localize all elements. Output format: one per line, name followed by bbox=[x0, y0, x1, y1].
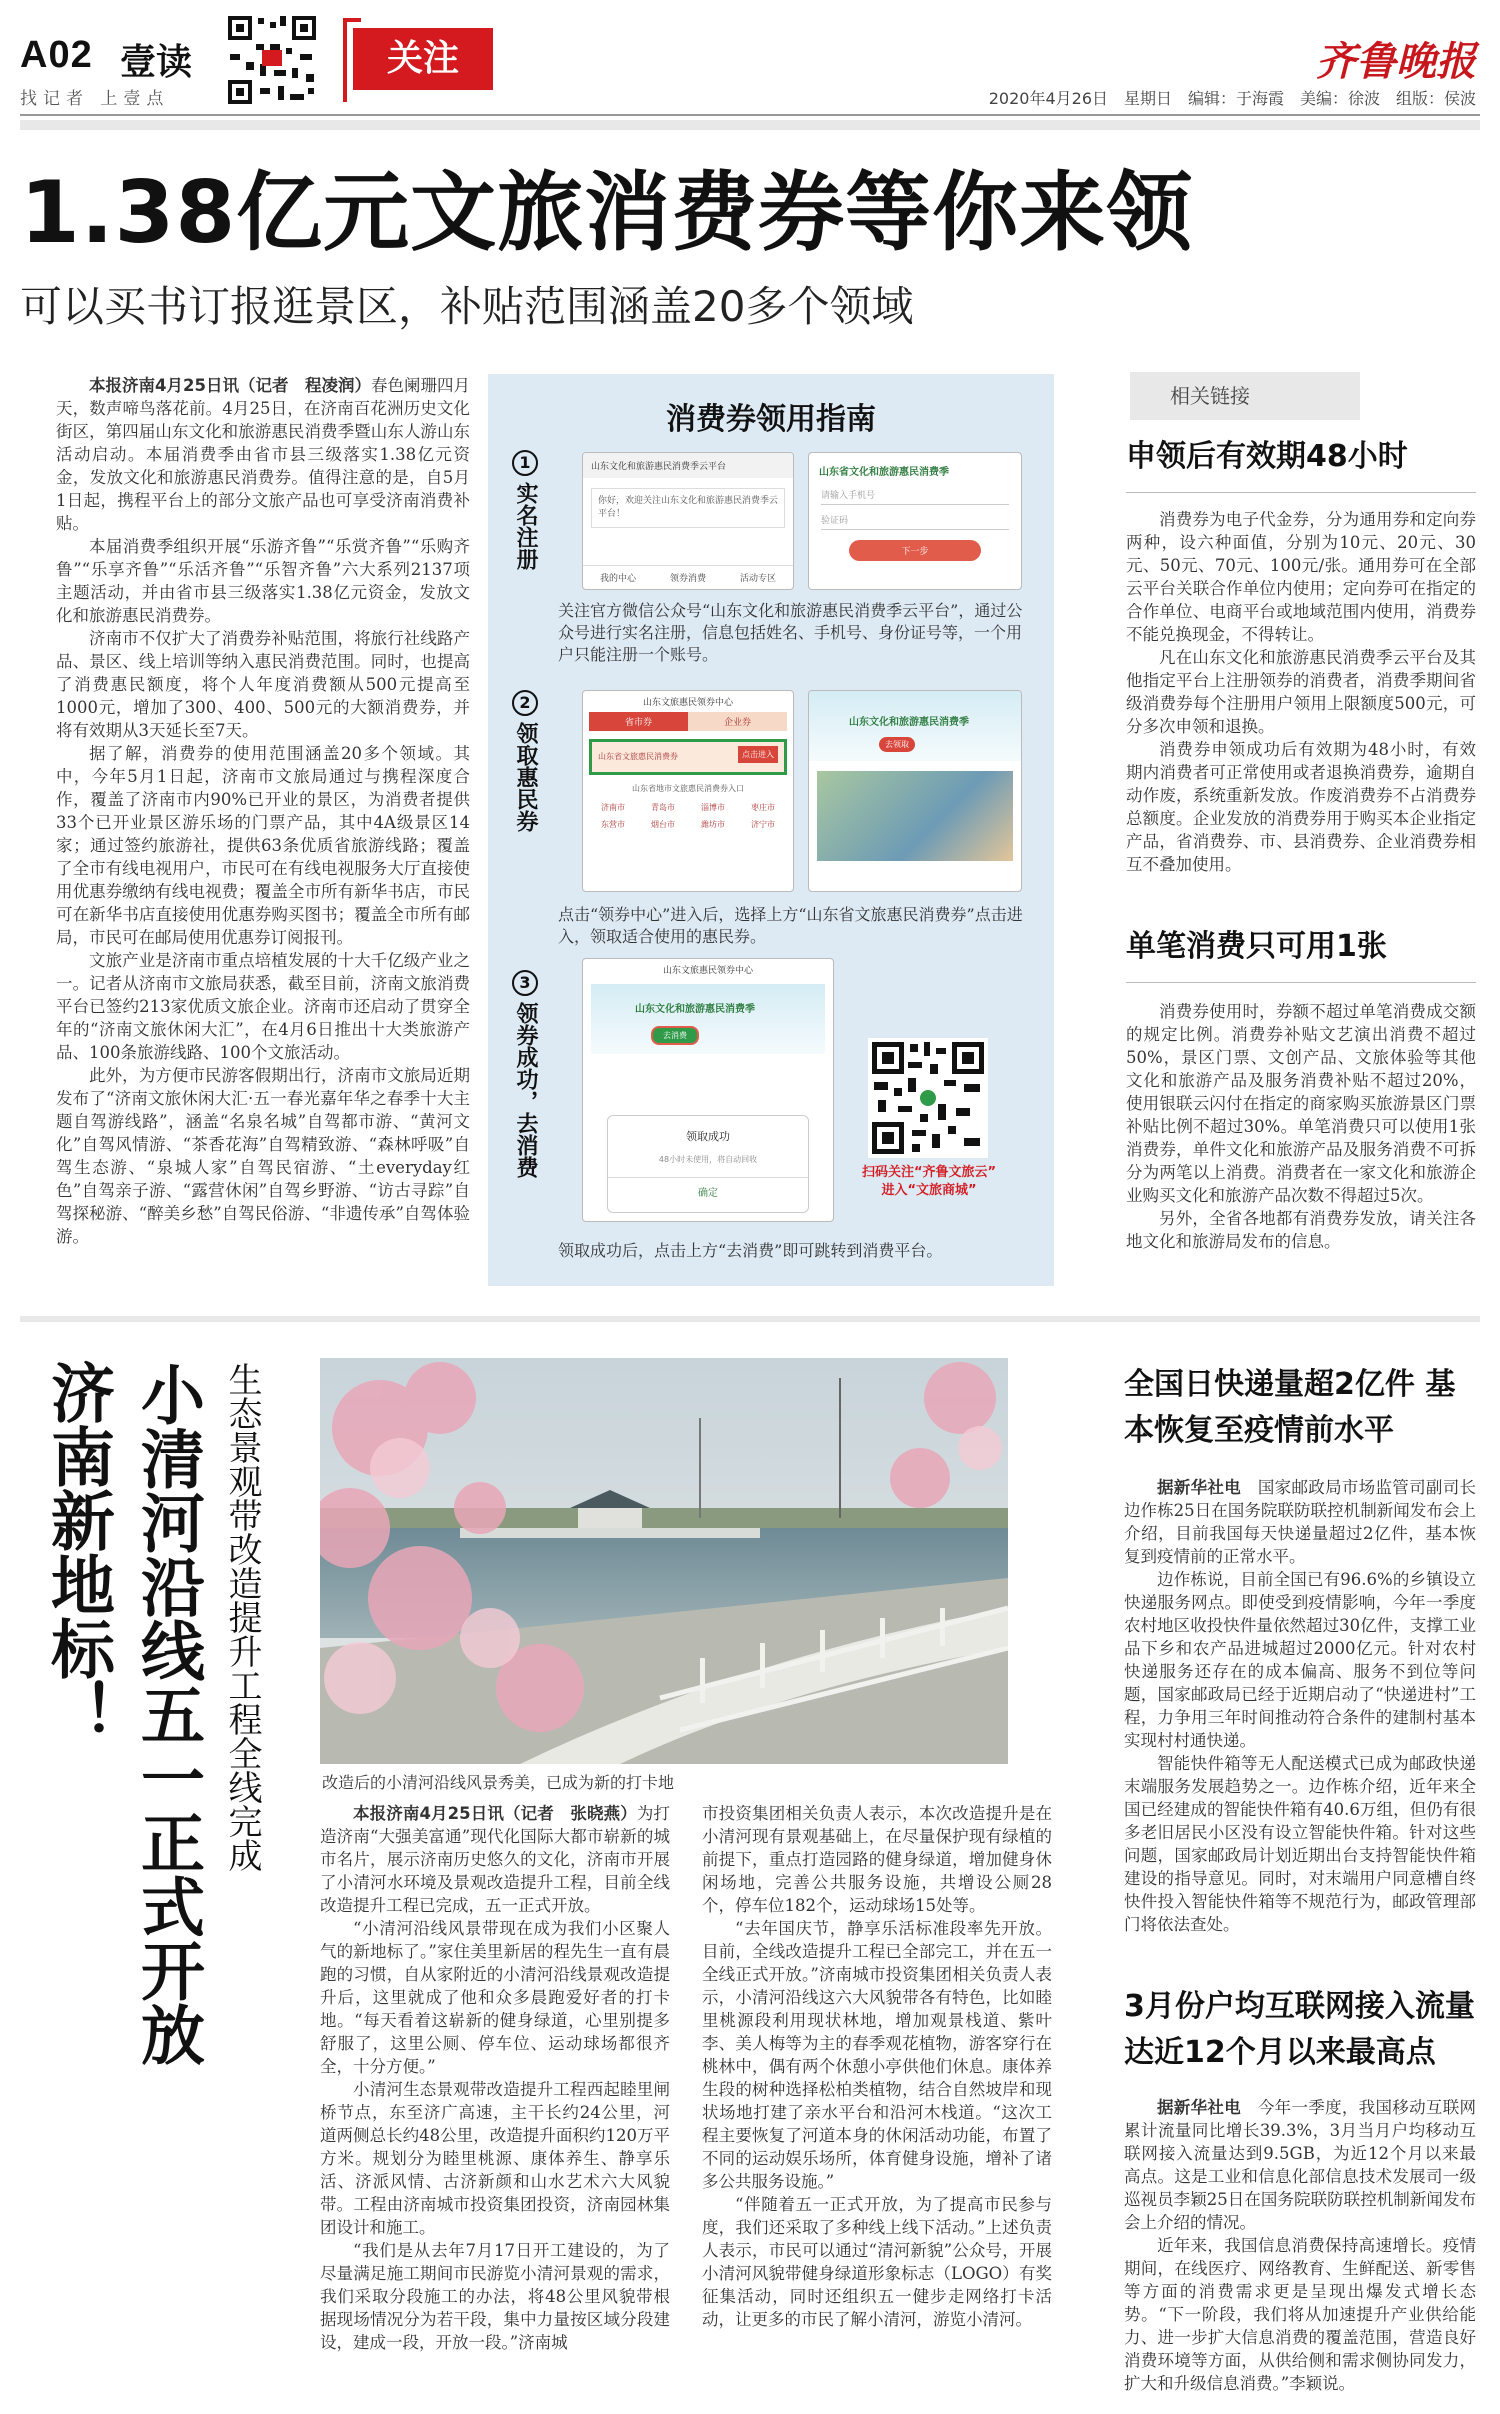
header-rule bbox=[20, 114, 1480, 116]
guide-qr-code bbox=[868, 1038, 988, 1158]
article1-byline: 本报济南4月25日讯（记者 程凌润） bbox=[89, 376, 371, 395]
article2-byline: 本报济南4月25日讯（记者 张晓燕） bbox=[353, 1804, 637, 1823]
screen-coupon-list: 山东文化和旅游惠民消费季 去领取 bbox=[808, 690, 1022, 892]
article1-paragraph: 本届消费季组织开展“乐游齐鲁”“乐赏齐鲁”“乐购齐鲁”“乐享齐鲁”“乐活齐鲁”“乐智齐鲁”六大系列2137项主题活动，并由省市县三级落实1.38亿元资金，发放文化和旅游惠民消费券。 bbox=[56, 537, 470, 625]
screen-claim-success: 山东文旅惠民领券中心 山东文化和旅游惠民消费季 去消费 领取成功 48小时未使用，将自动回收 确定 bbox=[582, 958, 834, 1222]
column-tag-label: 关注 bbox=[353, 28, 493, 90]
article1-body bbox=[56, 374, 470, 1288]
article2-title: 小清河沿线五一正式开放 bbox=[130, 1362, 204, 2066]
sidebar2-item1-body: 据新华社电 国家邮政局市场监管司副司长边作栋25日在国务院联防联控机制新闻发布会上介绍，目前我国每天快递量超过2亿件，基本恢复到疫情前的正常水平。 边作栋说，目前全国已有96.6%的乡镇设立快递服务网点。即使受到疫情影响，今年一季度农村地区收投快件量依然超过30亿件，支撑工业品下乡和农产品进城超过2000亿元。针对农村快递服务还存在的成本偏高、服务不到位等问题，国家邮政局已经于近期启动了“快递进村”工程，力争用三年时间推动符合条件的建制村基本实现村村通快递。 智能快件箱等无人配送模式已成为邮政快递末端服务发展趋势之一。边作栋介绍，近年来全国已经建成的智能快件箱有40.6万组，但仍有很多老旧居民小区没有设立智能快件箱。针对这些问题，国家邮政局计划近期出台支持智能快件箱建设的指导意见。同时，对末端用户同意槽自终快件投入智能快件箱等不规范行为，邮政管理部门将依法查处。 bbox=[1124, 1478, 1476, 1934]
sidebar2-item1-title: 全国日快递量超2亿件 基本恢复至疫情前水平 bbox=[1124, 1367, 1456, 1448]
article1-paragraph: 据了解，消费券的使用范围涵盖20多个领域。其中，今年5月1日起，济南市文旅局通过与携程深度合作，覆盖了济南市内90%已开业的景区，为消费者提供33个已开业景区游乐场的门票产品，其中4A级景区14家；通过签约旅游社，提供63条优质省旅游线路；覆盖了全市有线电视用户，市民可在有线电视服务大厅直接使用优惠券缴纳有线电视费；覆盖全市所有新华书店，市民可在新华书店直接使用优惠券购买图书；覆盖全市所有邮局，市民可在邮局使用优惠券订阅报刊。 bbox=[56, 744, 470, 947]
section-divider bbox=[20, 1316, 1480, 1322]
sidebar-item2-title: 单笔消费只可用1张 bbox=[1126, 929, 1387, 964]
guide-step-3-label: 3 领券成功，去消费 bbox=[512, 970, 538, 1185]
sidebar-divider bbox=[1126, 982, 1476, 983]
guide-step-1-caption: 关注官方微信公众号“山东文化和旅游惠民消费季云平台”，通过公众号进行实名注册，信息包括姓名、手机号、身份证号等，一个用户只能注册一个账号。 bbox=[558, 601, 1023, 664]
slogan: 找记者 上壹点 bbox=[20, 89, 170, 109]
wechat-tab: 我的中心 bbox=[599, 574, 636, 584]
screen-coupon-center: 山东文旅惠民领券中心 省市券 企业券 山东省文旅惠民消费券 点击进入 山东省地市文旅惠民消费券入口 济南市 青岛市 淄博市 枣庄市 东营市 烟台市 潍坊市 济宁市 bbox=[582, 690, 794, 892]
article2-body-col1: 本报济南4月25日讯（记者 张晓燕）为打造济南“大强美富通”现代化国际大都市崭新的城市名片，展示济南历史悠久的文化，济南市开展了小清河水环境及景观改造提升工程，目前全线改造提升工程已完成，五一正式开放。 “小清河沿线风景带现在成为我们小区聚人气的新地标了。”家住美里新居的程先生一直有晨跑的习惯，自从家附近的小清河沿线景观改造提升后，这里就成了他和众多晨跑爱好者的打卡地。“每天看着这崭新的健身绿道，心里别提多舒服了，这里公厕、停车位、运动球场都很齐全，十分方便。” 小清河生态景观带改造提升工程西起睦里闸桥节点，东至济广高速，主干长约24公里，河道两侧总长约48公里，改造提升面积约120万平方米。规划分为睦里桃源、康体养生、静享乐活、济派风情、古济新颜和山水艺术六大风貌带。工程由济南城市投资集团投资，济南园林集团设计和施工。 “我们是从去年7月17日开工建设的，为了尽量满足施工期间市民游览小清河景观的需求，我们采取分段施工的办法，将48公里风貌带根据现场情况分为若干段，集中力量按区域分段建设，建成一段，开放一段。”济南城 bbox=[320, 1804, 670, 2352]
section-name: 壹读 bbox=[120, 42, 193, 83]
wechat-tab: 领券消费 bbox=[669, 574, 706, 584]
guide-title: 消费券领用指南 bbox=[666, 402, 876, 437]
article1-paragraph: 此外，为方便市民游客假期出行，济南市文旅局近期发布了“济南文旅休闲大汇·五一春光嘉年华之春季十大主题自驾游线路”，涵盖“名泉名城”自驾都市游、“黄河文化”自驾风情游、“茶香花海”自驾精致游、“森林呼吸”自驾生态游、“泉城人家”自驾民宿游、“土everyday红色”自驾亲子游、“露营休闲”自驾乡野游、“访古寻踪”自驾探秘游、“醉美乡愁”自驾民俗游、“非遗传承”自驾体验游。 bbox=[56, 1066, 470, 1246]
article1-headline: 1.38亿元文旅消费券等你来领 bbox=[20, 163, 1194, 263]
screen-register: 山东省文化和旅游惠民消费季 请输入手机号 验证码 下一步 bbox=[808, 452, 1022, 590]
article1-paragraph: 文旅产业是济南市重点培植发展的十大千亿级产业之一。记者从济南市文旅局获悉，截至目前，济南文旅消费平台已签约213家优质文旅企业。济南市还启动了贯穿全年的“济南文旅休闲大汇”，在4月6日推出十大类旅游产品、100条旅游线路、100个文旅活动。 bbox=[56, 951, 470, 1062]
masthead-logo: 齐鲁晚报 bbox=[1316, 38, 1476, 85]
header-qr-code bbox=[226, 14, 318, 106]
sidebar-divider bbox=[1126, 492, 1476, 493]
sidebar2-item2-body: 据新华社电 今年一季度，我国移动互联网累计流量同比增长39.3%，3月当月户均移动互联网接入流量达到9.5GB，为近12个月以来最高点。这是工业和信息化部信息技术发展司一级巡视员李颖25日在国务院联防联控机制新闻发布会上介绍的情况。 近年来，我国信息消费保持高速增长。疫情期间，在线医疗、网络教育、生鲜配送、新零售等方面的消费需求更是呈现出爆发式增长态势。“下一阶段，我们将从加速提升产业供给能力、进一步扩大信息消费的覆盖范围，营造良好消费环境等方面，从供给侧和需求侧协同发力，扩大和升级信息消费。”李颖说。 bbox=[1124, 2098, 1476, 2393]
sidebar-item2-body: 消费券使用时，券额不超过单笔消费成交额的规定比例。消费券补贴文艺演出消费不超过50%，景区门票、文创产品、文旅体验等其他文化和旅游产品及服务消费补贴不超过20%，使用银联云闪付在指定的商家购买旅游景区门票补贴比例不超过30%。单笔消费只可以使用1张消费券，单件文化和旅游产品及服务消费不可拆分为两笔以上消费。消费者在一家文化和旅游企业购买文化和旅游产品次数不得超过5次。 另外，全省各地都有消费券发放，请关注各地文化和旅游局发布的信息。 bbox=[1126, 1002, 1476, 1251]
guide-step-1-label: 1 实名注册 bbox=[512, 450, 538, 577]
wechat-tab: 活动专区 bbox=[739, 574, 776, 584]
article2-photo bbox=[320, 1358, 1008, 1764]
guide-step-2-caption: 点击“领券中心”进入后，选择上方“山东省文旅惠民消费券”点击进入，领取适合使用的惠民券。 bbox=[558, 905, 1023, 946]
page-number: A02 bbox=[20, 34, 93, 76]
guide-step-2-label: 2 领取惠民券 bbox=[512, 690, 538, 839]
article2-title-main: 济南新地标！ bbox=[40, 1360, 114, 1744]
article2-subtitle: 生态景观带改造提升工程全线完成 bbox=[222, 1362, 262, 1872]
header-band bbox=[20, 120, 1480, 130]
qr-caption: 扫码关注“齐鲁文旅云” 进入“文旅商城” bbox=[861, 1165, 997, 1198]
guide-step-3-caption: 领取成功后，点击上方“去消费”即可跳转到消费平台。 bbox=[558, 1241, 943, 1260]
article1-paragraph: 春色阑珊四月天，数声啼鸟落花前。4月25日，在济南百花洲历史文化街区，第四届山东文化和旅游惠民消费季暨山东人游山东活动启动。本届消费季由省市县三级落实1.38亿元资金，发放文化和旅游惠民消费券。值得注意的是，自5月1日起，携程平台上的部分文旅产品也可享受济南消费补贴。 bbox=[56, 376, 470, 533]
sidebar-item1-title: 申领后有效期48小时 bbox=[1126, 439, 1408, 474]
article1-paragraph: 济南市不仅扩大了消费券补贴范围，将旅行社线路产品、景区、线上培训等纳入惠民消费范围。同时，也提高了消费惠民额度，将个人年度消费额从500元提高至1000元，增加了300、400、500元的大额消费券，并将有效期从3天延长至7天。 bbox=[56, 629, 470, 740]
coupon-guide-box bbox=[488, 374, 1054, 1286]
sidebar2-item2-title: 3月份户均互联网接入流量 达近12个月以来最高点 bbox=[1124, 1989, 1475, 2070]
dateline: 2020年4月26日 星期日 编辑：于海霞 美编：徐波 组版：侯波 bbox=[988, 89, 1476, 108]
screen-wechat-account: 山东文化和旅游惠民消费季云平台 你好，欢迎关注山东文化和旅游惠民消费季云平台！ 我的中心 领券消费 活动专区 bbox=[582, 452, 794, 590]
article2-body-col2: 市投资集团相关负责人表示，本次改造提升是在小清河现有景观基础上，在尽量保护现有绿植的前提下，重点打造园路的健身绿道，增加健身休闲场地，完善公共服务设施，共增设公厕28个，停车位182个，运动球场15处等。 “去年国庆节，静享乐活标准段率先开放。目前，全线改造提升工程已全部完工，并在五一全线正式开放。”济南城市投资集团相关负责人表示，小清河沿线这六大风貌带各有特色，比如睦里桃源段利用现状林地，增加观景栈道、紫叶李、美人梅等为主的春季观花植物，游客穿行在桃林中，偶有两个休憩小亭供他们休息。康体养生段的树种选择松柏类植物，结合自然坡岸和现状场地打建了亲水平台和沿河木栈道。“这次工程主要恢复了河道本身的休闲活动功能，布置了不同的运动娱乐场所，体育健身设施，增补了诸多公共服务设施。” “伴随着五一正式开放，为了提高市民参与度，我们还采取了多种线上线下活动。”上述负责人表示，市民可以通过“清河新貌”公众号，开展小清河风貌带健身绿道形象标志（LOGO）有奖征集活动，同时还组织五一健步走网络打卡活动，让更多的市民了解小清河，游览小清河。 bbox=[702, 1804, 1052, 2329]
sidebar-item1-body: 消费券为电子代金券，分为通用券和定向券两种，设六种面值，分别为10元、20元、30元、50元、70元、100元/张。通用券可在全部云平台关联合作单位内使用；定向券可在指定的合作单位、电商平台或地域范围内使用，消费券不能兑换现金，不得转让。 凡在山东文化和旅游惠民消费季云平台及其他指定平台上注册领券的消费者，消费季期间省级消费券每个注册用户领用上限额度500元，可分多次申领和退换。 消费券申领成功后有效期为48小时，有效期内消费者可正常使用或者退换消费券，逾期自动作废，系统重新发放。作废消费券不占消费券总额度。企业发放的消费券用于购买本企业指定产品，省消费券、市、县消费券、企业消费券相互不叠加使用。 bbox=[1126, 510, 1476, 874]
article1-subhead: 可以买书订报逛景区，补贴范围涵盖20多个领域 bbox=[20, 282, 914, 331]
related-links-label: 相关链接 bbox=[1130, 372, 1360, 420]
column-tag bbox=[335, 14, 505, 100]
photo-caption: 改造后的小清河沿线风景秀美，已成为新的打卡地 bbox=[322, 1773, 675, 1792]
